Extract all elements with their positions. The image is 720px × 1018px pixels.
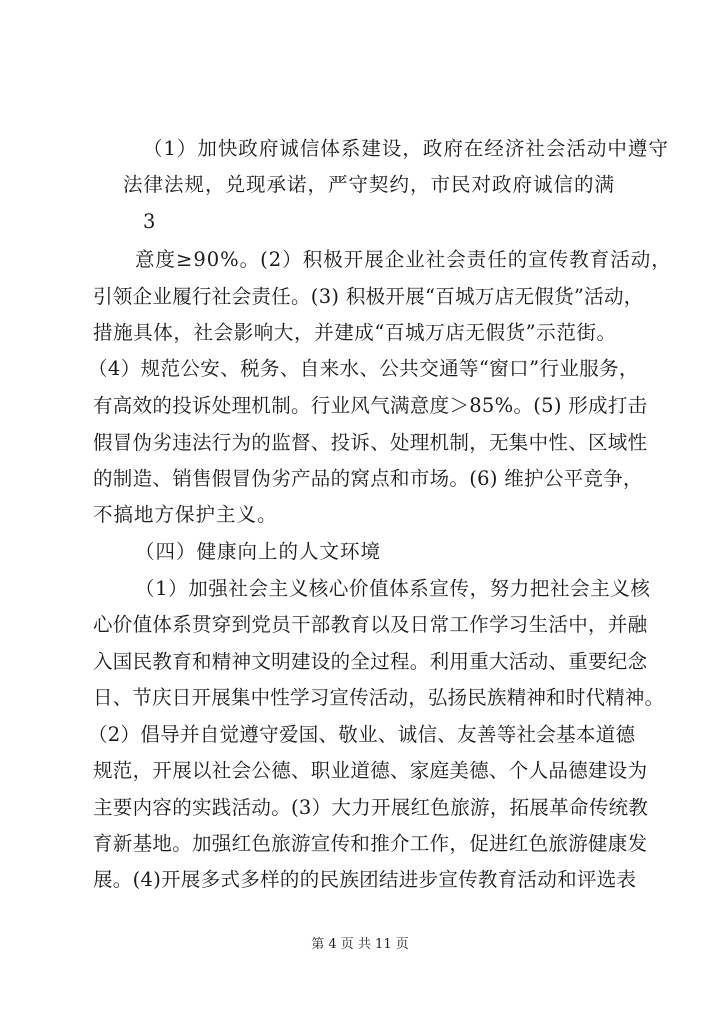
text-line-8: 假冒伪劣违法行为的监督、投诉、处理机制，无集中性、区域性	[93, 431, 648, 454]
text-line-3: 意度≥90%。(2）积极开展企业社会责任的宣传教育活动，	[135, 248, 672, 271]
text-line-18: 育新基地。加强红色旅游宣传和推介工作，促进红色旅游健康发	[93, 832, 648, 855]
text-line-12: 心价值体系贯穿到党员干部教育以及日常工作学习生活中，并融	[93, 613, 648, 636]
page-break-number: 3	[143, 210, 157, 233]
text-line-19: 展。(4)开展多式多样的的民族团结进步宣传教育活动和评选表	[93, 868, 637, 891]
text-line-15: （2）倡导并自觉遵守爱国、敬业、诚信、友善等社会基本道德	[88, 723, 636, 746]
text-line-11: （1）加强社会主义核心价值体系宣传，努力把社会主义核	[135, 577, 651, 600]
text-line-2: 法律法规，兑现承诺，严守契约，市民对政府诚信的满	[123, 173, 616, 196]
text-line-17: 主要内容的实践活动。(3）大力开展红色旅游，拓展革命传统教	[93, 796, 649, 819]
text-line-16: 规范，开展以社会公德、职业道德、家庭美德、个人品德建设为	[93, 759, 648, 782]
page-footer: 第 4 页 共 11 页	[311, 937, 409, 952]
text-line-13: 入国民教育和精神文明建设的全过程。利用重大活动、重要纪念	[93, 650, 648, 673]
text-line-6: （4）规范公安、税务、自来水、公共交通等“窗口”行业服务，	[88, 357, 639, 380]
text-line-1: （1）加快政府诚信体系建设，政府在经济社会活动中遵守	[143, 137, 669, 160]
text-line-14: 日、节庆日开展集中性学习宣传活动，弘扬民族精神和时代精神。	[93, 686, 665, 709]
text-line-7: 有高效的投诉处理机制。行业风气满意度＞85%。(5) 形成打击	[93, 394, 648, 417]
text-line-4: 引领企业履行社会责任。(3) 积极开展“百城万店无假货”活动，	[93, 285, 644, 308]
section-heading: （四）健康向上的人文环境	[135, 540, 382, 563]
text-line-5: 措施具体，社会影响大，并建成“百城万店无假货”示范街。	[93, 321, 617, 344]
text-line-9: 的制造、销售假冒伪劣产品的窝点和市场。(6) 维护公平竞争，	[93, 467, 643, 490]
text-line-10: 不搞地方保护主义。	[93, 503, 278, 526]
